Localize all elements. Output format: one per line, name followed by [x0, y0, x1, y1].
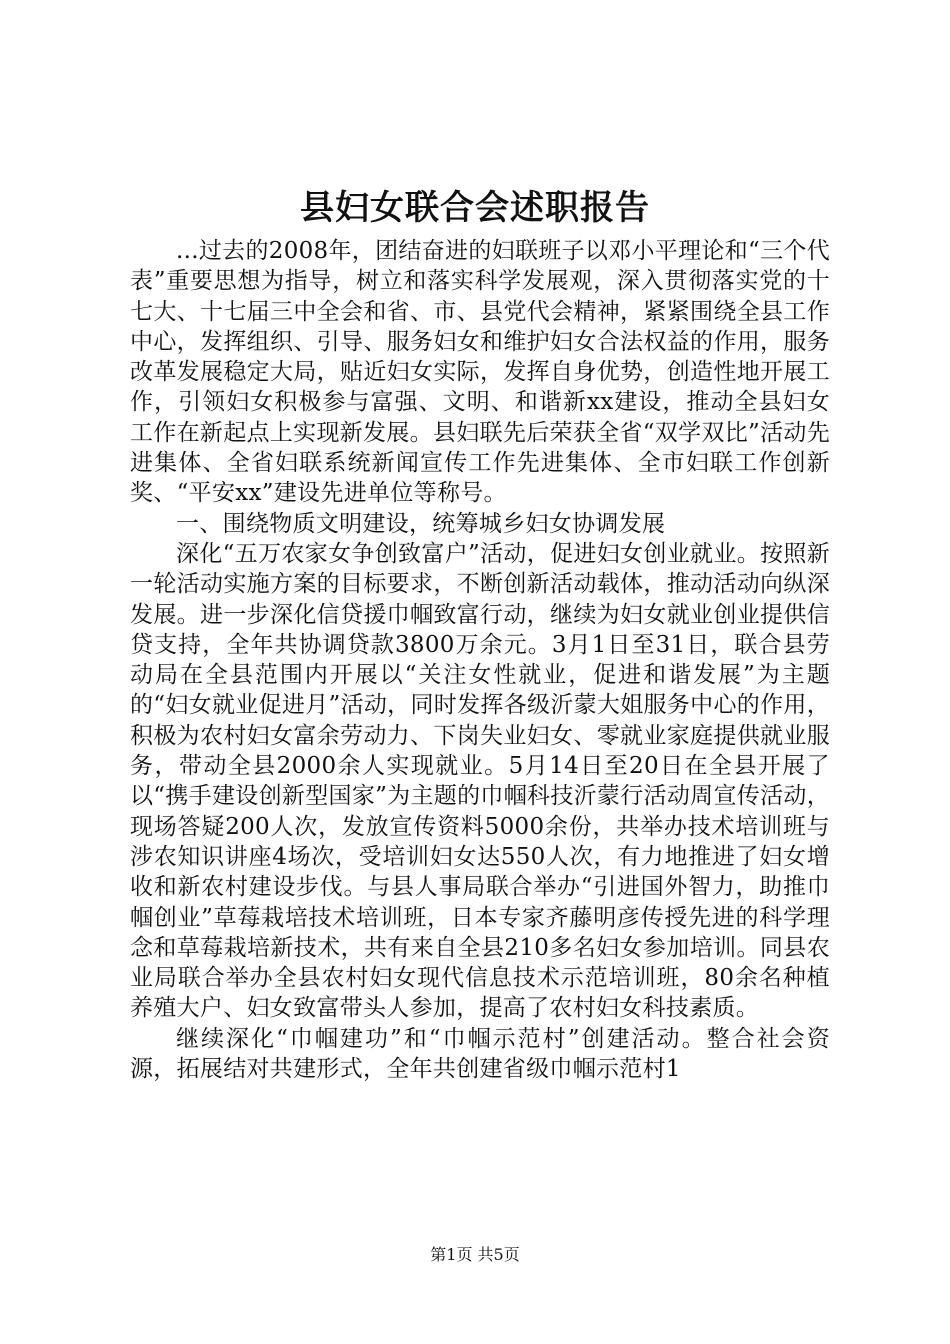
document-title: 县妇女联合会述职报告: [300, 188, 650, 228]
body-paragraph: 继续深化“巾帼建功”和“巾帼示范村”创建活动。整合社会资源，拓展结对共建形式，全年共创建省级巾帼示范村1: [130, 1025, 830, 1083]
section-heading: 一、围绕物质文明建设，统筹城乡妇女协调发展: [176, 510, 666, 537]
intro-paragraph: ...过去的2008年，团结奋进的妇联班子以邓小平理论和“三个代表”重要思想为指导，树立和落实科学发展观，深入贯彻落实党的十七大、十七届三中全会和省、市、县党代会精神，紧紧围绕全县工作中心，发挥组织、引导、服务妇女和维护妇女合法权益的作用，服务改革发展稳定大局，贴近妇女实际，发挥自身优势，创造性地开展工作，引领妇女积极参与富强、文明、和谐新xx建设，推动全县妇女工作在新起点上实现新发展。县妇联先后荣获全省“双学双比”活动先进集体、全省妇联系统新闻宣传工作先进集体、全市妇联工作创新奖、“平安xx”建设先进单位等称号。: [130, 238, 830, 507]
page-number-footer: 第1页 共5页: [430, 1245, 520, 1264]
document-body: [130, 236, 830, 1084]
body-paragraph: 深化“五万农家女争创致富户”活动，促进妇女创业就业。按照新一轮活动实施方案的目标要求，不断创新活动载体，推动活动向纵深发展。进一步深化信贷援巾帼致富行动，继续为妇女就业创业提供信贷支持，全年共协调贷款3800万余元。3月1日至31日，联合县劳动局在全县范围内开展以“关注女性就业，促进和谐发展”为主题的“妇女就业促进月”活动，同时发挥各级沂蒙大姐服务中心的作用，积极为农村妇女富余劳动力、下岗失业妇女、零就业家庭提供就业服务，带动全县2000余人实现就业。5月14日至20日在全县开展了以“携手建设创新型国家”为主题的巾帼科技沂蒙行活动周宣传活动，现场答疑200人次，发放宣传资料5000余份，共举办技术培训班与涉农知识讲座4场次，受培训妇女达550人次，有力地推进了妇女增收和新农村建设步伐。与县人事局联合举办“引进国外智力，助推巾帼创业”草莓栽培技术培训班，日本专家齐藤明彦传授先进的科学理念和草莓栽培新技术，共有来自全县210多名妇女参加培训。同县农业局联合举办全县农村妇女现代信息技术示范培训班，80余名种植养殖大户、妇女致富带头人参加，提高了农村妇女科技素质。: [130, 540, 830, 1022]
